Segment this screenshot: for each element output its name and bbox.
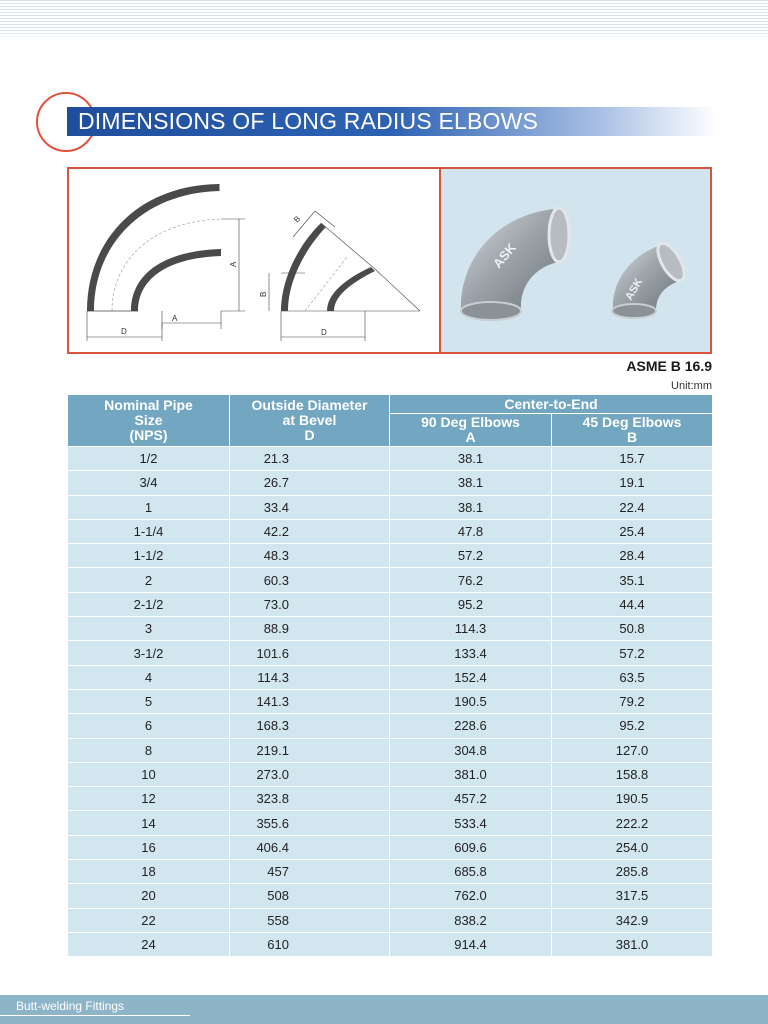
header-nps — [68, 395, 230, 447]
cell-od: 610 — [230, 932, 390, 956]
header-45-elbows — [552, 414, 713, 447]
cell-45-b: 254.0 — [552, 835, 713, 859]
cell-nps: 12 — [68, 787, 230, 811]
elbow-90-drawing — [87, 184, 245, 341]
cell-45-b: 15.7 — [552, 447, 713, 471]
cell-nps: 4 — [68, 665, 230, 689]
cell-od: 60.3 — [230, 568, 390, 592]
header-45-line1: 45 Deg Elbows — [582, 414, 682, 430]
label-a-vertical: A — [229, 261, 238, 267]
cell-45-b: 95.2 — [552, 714, 713, 738]
cell-90-a: 838.2 — [390, 908, 552, 932]
cell-nps: 3/4 — [68, 471, 230, 495]
table-row — [68, 835, 713, 859]
table-row — [68, 884, 713, 908]
cell-90-a: 152.4 — [390, 665, 552, 689]
footer-underline — [0, 1015, 190, 1016]
table-row — [68, 714, 713, 738]
table-row — [68, 860, 713, 884]
cell-nps: 10 — [68, 762, 230, 786]
cell-90-a: 190.5 — [390, 689, 552, 713]
cell-90-a: 38.1 — [390, 447, 552, 471]
cell-45-b: 79.2 — [552, 689, 713, 713]
cell-45-b: 381.0 — [552, 932, 713, 956]
cell-od: 508 — [230, 884, 390, 908]
cell-nps: 2-1/2 — [68, 592, 230, 616]
label-b-vertical: B — [259, 291, 268, 297]
cell-nps: 2 — [68, 568, 230, 592]
label-a: A — [172, 314, 178, 323]
cell-45-b: 50.8 — [552, 617, 713, 641]
brand-logo-45: ASK — [623, 276, 646, 303]
cell-90-a: 47.8 — [390, 519, 552, 543]
table-row — [68, 738, 713, 762]
cell-od: 33.4 — [230, 495, 390, 519]
cell-nps: 1-1/2 — [68, 544, 230, 568]
header-stripes — [0, 0, 768, 40]
cell-45-b: 57.2 — [552, 641, 713, 665]
cell-45-b: 35.1 — [552, 568, 713, 592]
cell-od: 42.2 — [230, 519, 390, 543]
table-row — [68, 519, 713, 543]
header-od-line3: D — [304, 427, 315, 443]
table-row — [68, 787, 713, 811]
cell-90-a: 533.4 — [390, 811, 552, 835]
cell-90-a: 762.0 — [390, 884, 552, 908]
label-d: D — [121, 327, 127, 336]
cell-od: 88.9 — [230, 617, 390, 641]
standard-label: ASME B 16.9 — [626, 358, 712, 374]
elbow-45-photo — [612, 239, 689, 318]
cell-45-b: 317.5 — [552, 884, 713, 908]
cell-od: 355.6 — [230, 811, 390, 835]
cell-nps: 16 — [68, 835, 230, 859]
cell-nps: 6 — [68, 714, 230, 738]
technical-drawing — [69, 169, 439, 352]
header-od-line2: at Bevel — [282, 412, 337, 428]
cell-od: 114.3 — [230, 665, 390, 689]
cell-90-a: 609.6 — [390, 835, 552, 859]
cell-od: 273.0 — [230, 762, 390, 786]
table-row — [68, 932, 713, 956]
header-90-elbows — [390, 414, 552, 447]
header-nps-line3: (NPS) — [129, 427, 168, 443]
cell-45-b: 28.4 — [552, 544, 713, 568]
header-od — [230, 395, 390, 447]
cell-45-b: 190.5 — [552, 787, 713, 811]
header-nps-line2: Size — [134, 412, 163, 428]
cell-od: 101.6 — [230, 641, 390, 665]
cell-nps: 1 — [68, 495, 230, 519]
elbow-drawings-svg — [69, 169, 439, 352]
cell-od: 406.4 — [230, 835, 390, 859]
elbow-45-drawing — [259, 211, 420, 341]
cell-od: 457 — [230, 860, 390, 884]
unit-label: Unit:mm — [671, 380, 712, 392]
cell-90-a: 76.2 — [390, 568, 552, 592]
cell-od: 219.1 — [230, 738, 390, 762]
cell-90-a: 457.2 — [390, 787, 552, 811]
product-photo — [441, 169, 710, 352]
cell-nps: 3-1/2 — [68, 641, 230, 665]
cell-nps: 1-1/4 — [68, 519, 230, 543]
cell-90-a: 228.6 — [390, 714, 552, 738]
cell-od: 141.3 — [230, 689, 390, 713]
cell-nps: 3 — [68, 617, 230, 641]
dimensions-table — [67, 394, 713, 957]
header-center-to-end: Center-to-End — [390, 395, 713, 414]
table-row — [68, 811, 713, 835]
table-row — [68, 471, 713, 495]
header-nps-line1: Nominal Pipe — [104, 397, 193, 413]
table-row — [68, 495, 713, 519]
cell-45-b: 63.5 — [552, 665, 713, 689]
label-d-45: D — [321, 328, 327, 337]
cell-45-b: 127.0 — [552, 738, 713, 762]
cell-45-b: 158.8 — [552, 762, 713, 786]
cell-nps: 22 — [68, 908, 230, 932]
table-row — [68, 665, 713, 689]
brand-logo-90: ASK — [489, 240, 519, 271]
cell-od: 558 — [230, 908, 390, 932]
cell-90-a: 95.2 — [390, 592, 552, 616]
cell-od: 21.3 — [230, 447, 390, 471]
table-row — [68, 544, 713, 568]
cell-90-a: 57.2 — [390, 544, 552, 568]
cell-90-a: 133.4 — [390, 641, 552, 665]
header-90-line1: 90 Deg Elbows — [421, 414, 520, 430]
cell-45-b: 19.1 — [552, 471, 713, 495]
cell-od: 73.0 — [230, 592, 390, 616]
figure-panel — [67, 167, 712, 354]
table-row — [68, 568, 713, 592]
cell-45-b: 222.2 — [552, 811, 713, 835]
table-row — [68, 689, 713, 713]
cell-45-b: 22.4 — [552, 495, 713, 519]
cell-90-a: 381.0 — [390, 762, 552, 786]
page-title: DIMENSIONS OF LONG RADIUS ELBOWS — [78, 108, 539, 134]
table-row — [68, 908, 713, 932]
cell-90-a: 38.1 — [390, 471, 552, 495]
header-45-line2: B — [626, 429, 638, 445]
cell-45-b: 44.4 — [552, 592, 713, 616]
cell-45-b: 285.8 — [552, 860, 713, 884]
cell-od: 48.3 — [230, 544, 390, 568]
cell-90-a: 685.8 — [390, 860, 552, 884]
cell-od: 26.7 — [230, 471, 390, 495]
label-b-diagonal: B — [292, 214, 303, 225]
table-body — [68, 447, 713, 957]
header-90-line2: A — [465, 429, 476, 445]
cell-nps: 5 — [68, 689, 230, 713]
table-row — [68, 447, 713, 471]
table-row — [68, 592, 713, 616]
header-od-line1: Outside Diameter — [251, 397, 368, 413]
elbow-photo-svg — [441, 169, 710, 352]
cell-45-b: 25.4 — [552, 519, 713, 543]
cell-90-a: 914.4 — [390, 932, 552, 956]
cell-nps: 14 — [68, 811, 230, 835]
cell-od: 168.3 — [230, 714, 390, 738]
cell-od: 323.8 — [230, 787, 390, 811]
cell-nps: 20 — [68, 884, 230, 908]
cell-90-a: 114.3 — [390, 617, 552, 641]
table-row — [68, 762, 713, 786]
cell-nps: 24 — [68, 932, 230, 956]
cell-45-b: 342.9 — [552, 908, 713, 932]
cell-90-a: 304.8 — [390, 738, 552, 762]
elbow-90-photo — [461, 208, 569, 320]
cell-nps: 8 — [68, 738, 230, 762]
table-row — [68, 617, 713, 641]
cell-nps: 18 — [68, 860, 230, 884]
cell-nps: 1/2 — [68, 447, 230, 471]
cell-90-a: 38.1 — [390, 495, 552, 519]
footer-text: Butt-welding Fittings — [16, 999, 125, 1013]
table-row — [68, 641, 713, 665]
